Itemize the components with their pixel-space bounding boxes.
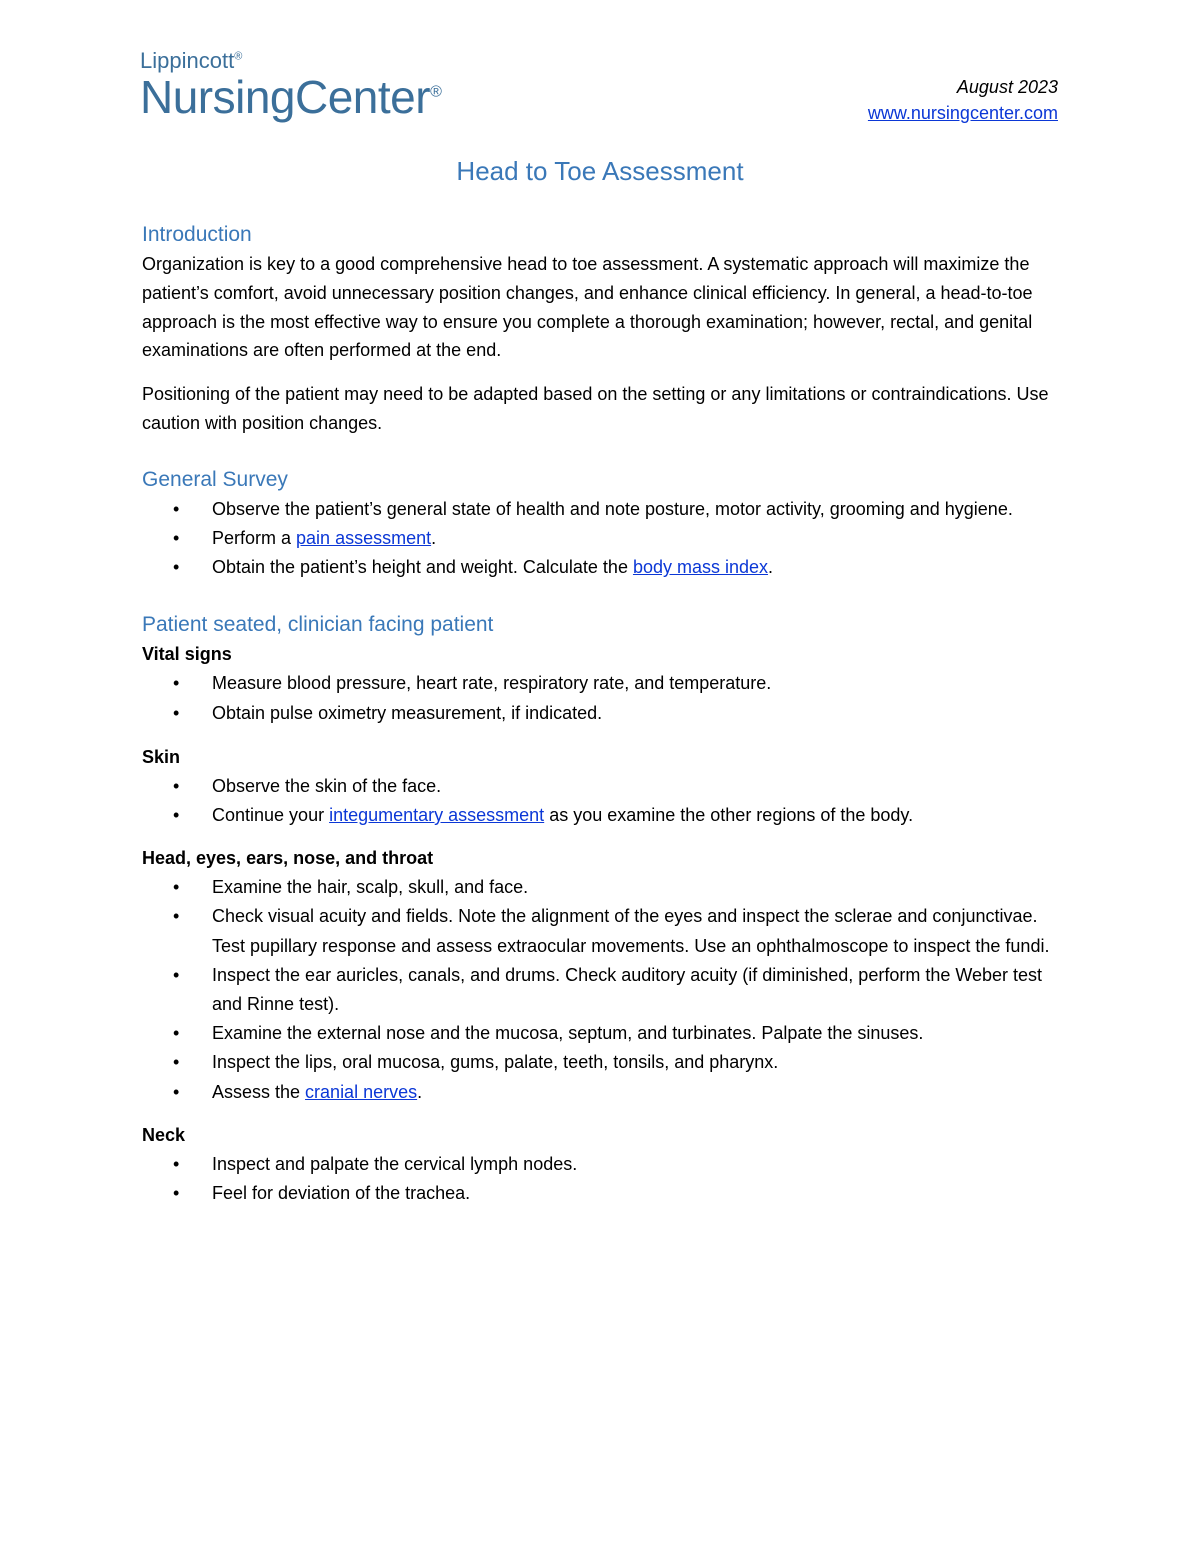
bullet-icon: • <box>173 877 180 898</box>
cranial-nerves-link[interactable]: cranial nerves <box>305 1081 418 1102</box>
bullet-icon: • <box>173 673 180 694</box>
list-item: • Observe the skin of the face. <box>142 772 1062 801</box>
list-item: • Examine the external nose and the mucosa, septum, and turbinates. Palpate the sinuses. <box>142 1019 1062 1048</box>
section-heading-introduction: Introduction <box>142 223 252 246</box>
list-item: • Inspect the ear auricles, canals, and drums. Check auditory acuity (if diminished, perform the Weber test and Rinne test). <box>142 961 1062 1019</box>
general-survey-list <box>142 495 1062 583</box>
bullet-icon: • <box>173 557 180 578</box>
nursingcenter-logo[interactable] <box>140 48 442 123</box>
header-date: August 2023 <box>956 77 1058 97</box>
subheading-skin: Skin <box>142 746 181 767</box>
bullet-icon: • <box>173 1052 180 1073</box>
list-item: • Obtain pulse oximetry measurement, if indicated. <box>142 699 1062 728</box>
list-item: • Perform a pain assessment. <box>142 524 1062 553</box>
section-heading-general-survey: General Survey <box>142 467 288 491</box>
skin-list <box>142 772 1062 830</box>
section-heading-patient-seated: Patient seated, clinician facing patient <box>142 613 494 637</box>
bullet-icon: • <box>173 1081 180 1102</box>
logo-line-nursingcenter: NursingCenter® <box>140 71 442 123</box>
list-item: • Check visual acuity and fields. Note the alignment of the eyes and inspect the sclerae and conjunctivae. Test pupillary response and assess extraocular movements. Use an ophthalmoscope to inspect the fundi. <box>142 902 1062 960</box>
list-item: • Assess the cranial nerves. <box>142 1078 1062 1107</box>
list-item: • Obtain the patient’s height and weight. Calculate the body mass index. <box>142 553 1062 582</box>
bullet-icon: • <box>173 498 180 519</box>
bullet-icon: • <box>173 805 180 825</box>
list-item: • Observe the patient’s general state of health and note posture, motor activity, grooming and hygiene. <box>142 495 1062 524</box>
bullet-icon: • <box>173 775 180 796</box>
list-item: • Inspect the lips, oral mucosa, gums, palate, teeth, tonsils, and pharynx. <box>142 1048 1062 1077</box>
subheading-heent: Head, eyes, ears, nose, and throat <box>142 848 434 869</box>
subheading-neck: Neck <box>142 1124 186 1145</box>
bullet-icon: • <box>173 702 180 723</box>
neck-list <box>142 1150 1062 1208</box>
list-item: • Examine the hair, scalp, skull, and face. <box>142 873 1062 902</box>
document-title: Head to Toe Assessment <box>456 156 744 186</box>
subheading-vital-signs: Vital signs <box>142 644 232 665</box>
vital-signs-list <box>142 669 1062 727</box>
bullet-icon: • <box>173 964 180 985</box>
bullet-icon: • <box>173 1023 180 1044</box>
list-item: • Measure blood pressure, heart rate, respiratory rate, and temperature. <box>142 669 1062 698</box>
header-url-link[interactable]: www.nursingcenter.com <box>867 103 1058 123</box>
body-mass-index-link[interactable]: body mass index <box>632 557 769 578</box>
list-item: • Continue your integumentary assessment as you examine the other regions of the body. <box>142 801 1062 830</box>
document-body <box>142 220 1062 1208</box>
heent-list <box>142 873 1062 1107</box>
logo-line-lippincott: Lippincott® <box>140 48 243 73</box>
intro-paragraph-2: Positioning of the patient may need to be adapted based on the setting or any limitations or contraindications. Use caution with position changes. <box>142 384 1049 433</box>
pain-assessment-link[interactable]: pain assessment <box>296 527 432 548</box>
header-meta <box>868 74 1058 126</box>
integumentary-assessment-link[interactable]: integumentary assessment <box>329 805 545 825</box>
bullet-icon: • <box>173 527 180 548</box>
bullet-icon: • <box>173 1183 180 1204</box>
bullet-icon: • <box>173 1153 180 1174</box>
list-item: • Inspect and palpate the cervical lymph nodes. <box>142 1150 1062 1179</box>
bullet-icon: • <box>173 906 180 927</box>
intro-paragraph-1: Organization is key to a good comprehensive head to toe assessment. A systematic approach will maximize the patient’s comfort, avoid unnecessary position changes, and enhance clinical efficiency. In general, a head-to-toe approach is the most effective way to ensure you complete a thorough examination; however, rectal, and genital examinations are often performed at the end. <box>142 254 1033 361</box>
list-item: • Feel for deviation of the trachea. <box>142 1179 1062 1208</box>
